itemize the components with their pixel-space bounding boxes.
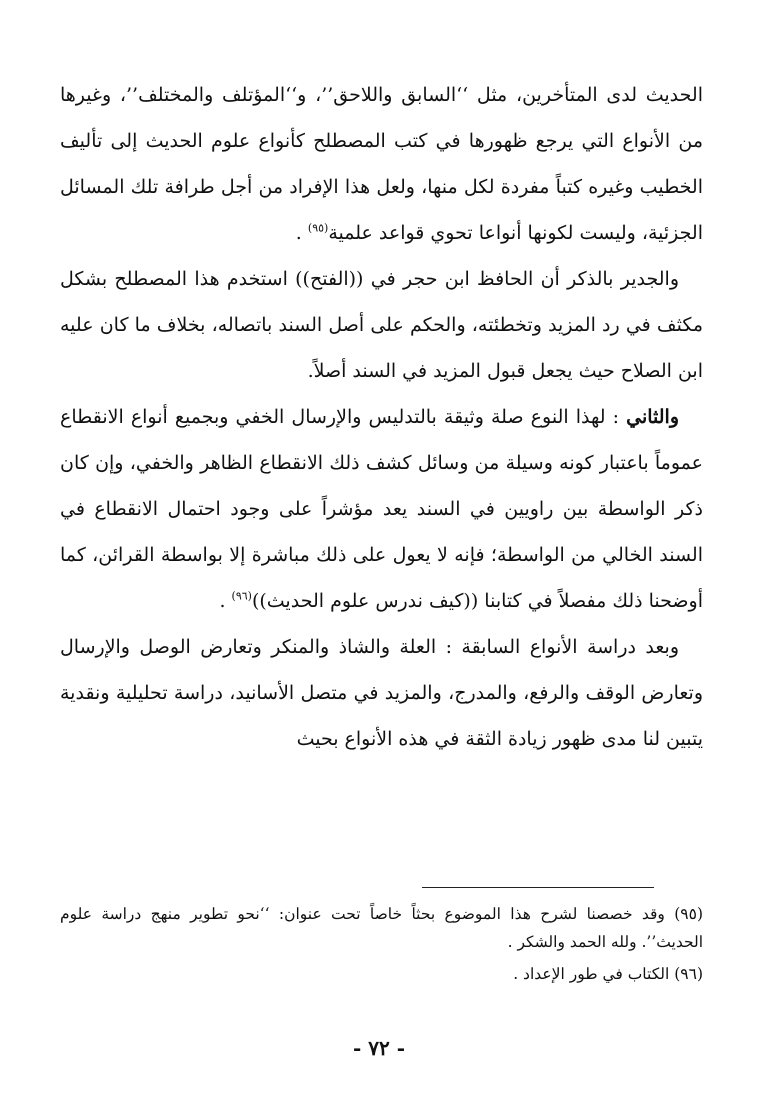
paragraph-3-lead: والثاني — [626, 406, 679, 428]
main-text — [60, 72, 703, 762]
footnotes — [60, 900, 703, 992]
paragraph-2-text: والجدير بالذكر أن الحافظ ابن حجر في ((الفتح)) استخدم هذا المصطلح بشكل مكثف في رد المزيد وتخطئته، والحكم على أصل السند باتصاله، بخلاف ما كان عليه ابن الصلاح حيث يجعل قبول المزيد في السند أصلاً. — [60, 268, 703, 382]
paragraph-2 — [60, 256, 703, 394]
paragraph-1 — [60, 72, 703, 256]
footnote-95: (٩٥) وقد خصصنا لشرح هذا الموضوع بحثاً خاصاً تحت عنوان: ‘‘نحو تطوير منهج دراسة علوم الحديث’’. ولله الحمد والشكر . — [60, 905, 703, 951]
paragraph-3-end: . — [219, 590, 232, 612]
paragraph-1-text: الحديث لدى المتأخرين، مثل ‘‘السابق واللاحق’’، و‘‘المؤتلف والمختلف’’، وغيرها من الأنواع التي يرجع ظهورها في كتب المصطلح كأنواع علوم الحديث إلى تأليف الخطيب وغيره كتباً مفردة لكل منها، ولعل هذا الإفراد من أجل طرافة تلك المسائل الجزئية، وليست لكونها أنواعا تحوي قواعد علمية — [60, 84, 703, 244]
footnote-ref-95: (٩٥) — [307, 221, 329, 235]
page-number: - ٧٢ - — [352, 1036, 405, 1060]
paragraph-4 — [60, 624, 703, 762]
paragraph-1-end: . — [295, 222, 308, 244]
paragraph-3 — [60, 394, 703, 624]
footnote-ref-96: (٩٦) — [231, 589, 252, 603]
footnote-96: (٩٦) الكتاب في طور الإعداد . — [513, 965, 703, 983]
footnote-divider — [422, 887, 654, 888]
paragraph-3-text: : لهذا النوع صلة وثيقة بالتدليس والإرسال الخفي وبجميع أنواع الانقطاع عموماً باعتبار كونه وسيلة من وسائل كشف ذلك الانقطاع الظاهر والخفي، وإن كان ذكر الواسطة بين راويين في السند يعد مؤشراً على وجود احتمال الانقطاع في السند الخالي من الواسطة؛ فإنه لا يعول على ذلك مباشرة إلا بواسطة القرائن، كما أوضحنا ذلك مفصلاً في كتابنا ((كيف ندرس علوم الحديث)) — [60, 406, 703, 612]
paragraph-4-text: وبعد دراسة الأنواع السابقة : العلة والشاذ والمنكر وتعارض الوصل والإرسال وتعارض الوقف والرفع، والمدرج، والمزيد في متصل الأسانيد، دراسة تحليلية ونقدية يتبين لنا مدى ظهور زيادة الثقة في هذه الأنواع بحيث — [60, 636, 703, 750]
